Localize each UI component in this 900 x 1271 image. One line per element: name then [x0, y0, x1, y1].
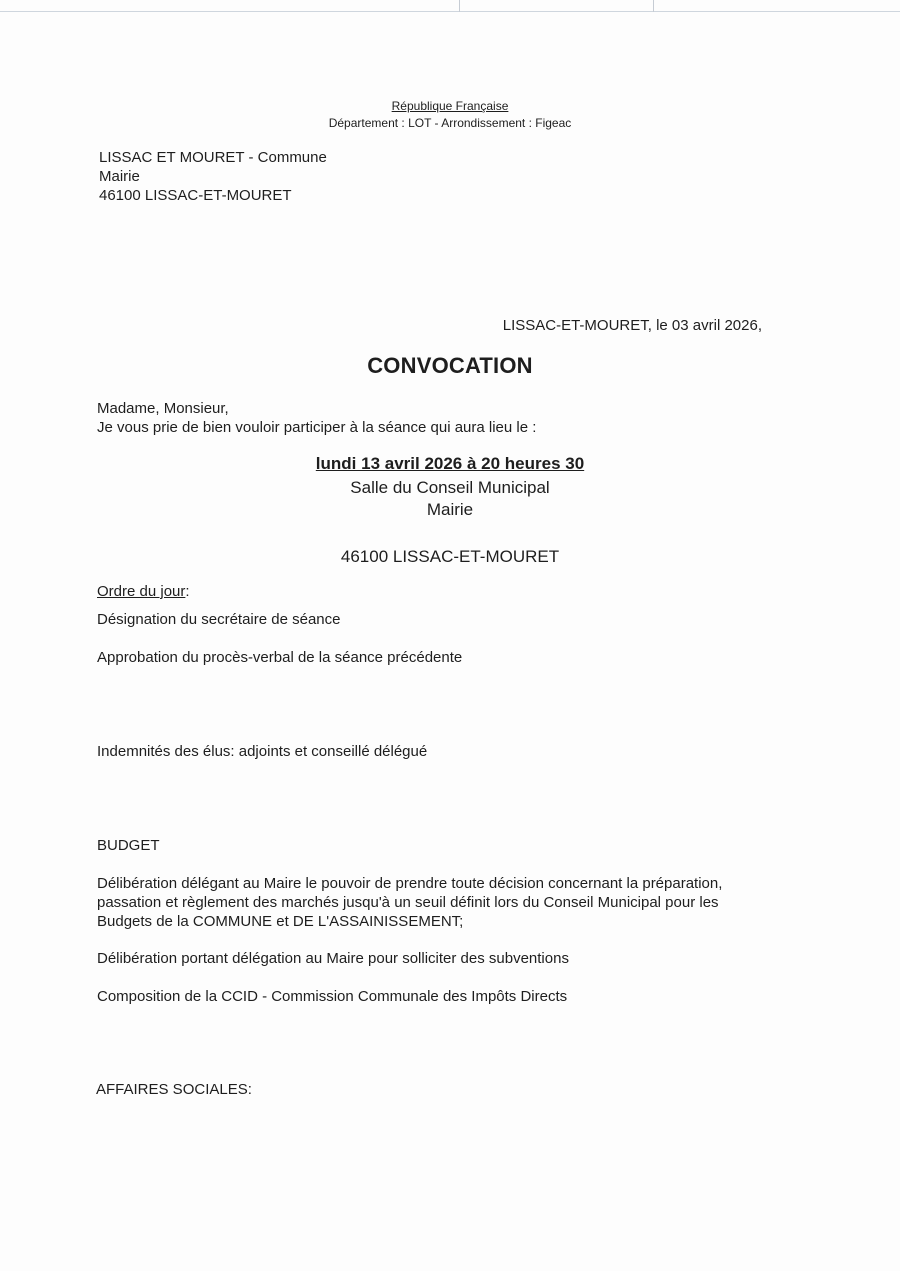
agenda-heading-label: Ordre du jour [97, 583, 186, 600]
date-line: LISSAC-ET-MOURET, le 03 avril 2026, [502, 317, 762, 334]
agenda-heading-colon: : [185, 583, 190, 600]
sender-mairie: Mairie [99, 168, 140, 185]
scan-edge-line [0, 11, 900, 12]
meeting-address: 46100 LISSAC-ET-MOURET [340, 547, 560, 566]
agenda-item: Indemnités des élus: adjoints et conseillé délégué [97, 743, 428, 760]
agenda-item: Désignation du secrétaire de séance [97, 611, 341, 628]
scan-mark [459, 0, 460, 12]
agenda-item: Délibération portant délégation au Maire pour solliciter des subventions [97, 950, 569, 967]
social-heading: AFFAIRES SOCIALES: [96, 1081, 252, 1098]
agenda-item: Composition de la CCID - Commission Communale des Impôts Directs [97, 988, 568, 1005]
salutation: Madame, Monsieur, [97, 400, 229, 417]
meeting-datetime: lundi 13 avril 2026 à 20 heures 30 [315, 454, 585, 473]
scan-mark [653, 0, 654, 12]
agenda-heading [97, 583, 190, 600]
agenda-item: Délibération délégant au Maire le pouvoir de prendre toute décision concernant la préparation, passation et règlement des marchés jusqu'à un seuil définit lors du Conseil Municipal pour les Budgets de la COMMUNE et DE L'ASSAINISSEMENT; [97, 875, 723, 930]
sender-address: 46100 LISSAC-ET-MOURET [99, 187, 292, 204]
meeting-room: Salle du Conseil Municipal [350, 478, 550, 497]
agenda-item: Approbation du procès-verbal de la séance précédente [97, 649, 463, 666]
intro-text: Je vous prie de bien vouloir participer à la séance qui aura lieu le : [97, 419, 537, 436]
departement-header: Département : LOT - Arrondissement : Figeac [328, 116, 572, 130]
budget-heading: BUDGET [97, 837, 160, 854]
meeting-building: Mairie [426, 500, 474, 519]
republic-header: République Française [391, 99, 509, 113]
document-title: CONVOCATION [367, 353, 533, 378]
sender-commune: LISSAC ET MOURET - Commune [99, 149, 327, 166]
